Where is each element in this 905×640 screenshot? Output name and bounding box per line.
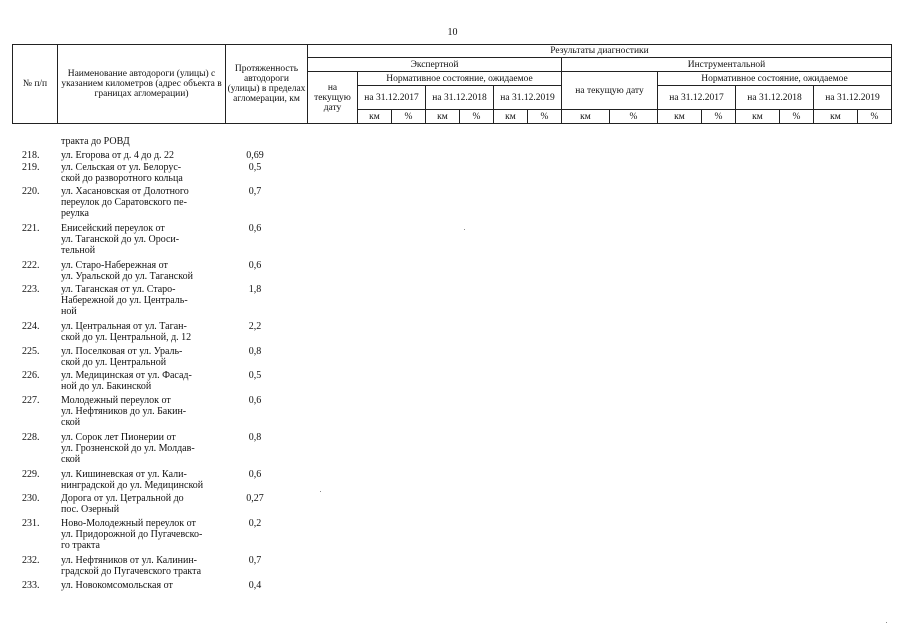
header-expert-current: на текущую дату xyxy=(308,72,358,124)
road-name: ул. Кишиневская от ул. Кали- нинградской до ул. Медицинской xyxy=(61,469,204,491)
header-road-name: Наименование автодороги (улицы) с указанием километров (адрес объекта в границах агломерации) xyxy=(58,45,226,124)
road-length: 0,27 xyxy=(246,493,264,504)
road-length: 0,69 xyxy=(246,150,264,161)
road-length: 0,7 xyxy=(248,186,262,197)
road-name: ул. Сорок лет Пионерии от ул. Грозненской до ул. Молдав- ской xyxy=(61,432,195,465)
road-length: 0,5 xyxy=(248,370,262,381)
header-expert-date-2017: на 31.12.2017 xyxy=(358,86,426,110)
road-length: 0,7 xyxy=(248,555,262,566)
unit-percent: % xyxy=(460,110,494,124)
scan-speck xyxy=(886,622,887,623)
road-name: ул. Новокомсомольская от xyxy=(61,580,173,591)
header-instr-date-2018: на 31.12.2018 xyxy=(736,86,814,110)
row-number: 230. xyxy=(22,493,40,504)
row-number: 221. xyxy=(22,223,40,234)
road-length: 0,6 xyxy=(248,395,262,406)
road-length: 0,8 xyxy=(248,432,262,443)
unit-km: км xyxy=(426,110,460,124)
header-results: Результаты диагностики xyxy=(308,45,892,58)
road-name: ул. Егорова от д. 4 до д. 22 xyxy=(61,150,175,161)
road-length: 0,2 xyxy=(248,518,262,529)
road-length: 0,6 xyxy=(248,260,262,271)
header-expert-date-2019: на 31.12.2019 xyxy=(494,86,562,110)
road-name: ул. Медицинская от ул. Фасад- ной до ул. Бакинской xyxy=(61,370,192,392)
row-number: 226. xyxy=(22,370,40,381)
road-name: Дорога от ул. Цетральной до пос. Озерный xyxy=(61,493,184,515)
row-number: 231. xyxy=(22,518,40,529)
road-length: 0,6 xyxy=(248,223,262,234)
unit-percent: % xyxy=(528,110,562,124)
scan-speck xyxy=(464,229,465,230)
row-number: 228. xyxy=(22,432,40,443)
unit-km: км xyxy=(358,110,392,124)
road-name: Ново-Молодежный переулок от ул. Придорожной до Пугачевско- го тракта xyxy=(61,518,203,551)
road-name: ул. Поселковая от ул. Ураль- ской до ул. Центральной xyxy=(61,346,183,368)
road-length: 0,8 xyxy=(248,346,262,357)
unit-percent: % xyxy=(702,110,736,124)
road-name: ул. Центральная от ул. Таган- ской до ул. Центральной, д. 12 xyxy=(61,321,192,343)
road-name: ул. Сельская от ул. Белорус- ской до разворотного кольца xyxy=(61,162,183,184)
header-expert: Экспертной xyxy=(308,58,562,72)
road-name: ул. Хасановская от Долотного переулок до Саратовского пе- реулка xyxy=(61,186,189,219)
road-length: 0,6 xyxy=(248,469,262,480)
row-number: 227. xyxy=(22,395,40,406)
row-number: 233. xyxy=(22,580,40,591)
road-length: 0,5 xyxy=(248,162,262,173)
row-number: 218. xyxy=(22,150,40,161)
road-name: Енисейский переулок от ул. Таганской до ул. Ороси- тельной xyxy=(61,223,180,256)
unit-km: км xyxy=(494,110,528,124)
unit-km: км xyxy=(814,110,858,124)
road-name: ул. Нефтяников от ул. Калинин- градской до Пугачевского тракта xyxy=(61,555,202,577)
row-number: 222. xyxy=(22,260,40,271)
header-instr-current: на текущую дату xyxy=(562,72,658,110)
unit-km: км xyxy=(736,110,780,124)
row-number: 229. xyxy=(22,469,40,480)
page-number: 10 xyxy=(447,27,458,38)
row-number: 219. xyxy=(22,162,40,173)
row-number: 232. xyxy=(22,555,40,566)
road-length: 0,4 xyxy=(248,580,262,591)
row-number: 225. xyxy=(22,346,40,357)
unit-percent: % xyxy=(610,110,658,124)
header-instr-date-2017: на 31.12.2017 xyxy=(658,86,736,110)
road-name: ул. Таганская от ул. Старо- Набережной до ул. Централь- ной xyxy=(61,284,188,317)
road-name: Молодежный переулок от ул. Нефтяников до ул. Бакин- ской xyxy=(61,395,187,428)
road-length: 1,8 xyxy=(248,284,262,295)
header-instr-normative: Нормативное состояние, ожидаемое xyxy=(658,72,892,86)
row-number: 224. xyxy=(22,321,40,332)
unit-percent: % xyxy=(780,110,814,124)
header-expert-date-2018: на 31.12.2018 xyxy=(426,86,494,110)
header-instr-date-2019: на 31.12.2019 xyxy=(814,86,892,110)
header-length: Протяженность автодороги (улицы) в пределах агломерации, км xyxy=(226,45,308,124)
unit-percent: % xyxy=(392,110,426,124)
road-name: тракта до РОВД xyxy=(61,136,130,147)
header-instrumental: Инструментальной xyxy=(562,58,892,72)
row-number: 220. xyxy=(22,186,40,197)
header-expert-normative: Нормативное состояние, ожидаемое xyxy=(358,72,562,86)
row-number: 223. xyxy=(22,284,40,295)
scan-speck xyxy=(320,491,321,492)
unit-km: км xyxy=(562,110,610,124)
road-length: 2,2 xyxy=(248,321,262,332)
road-name: ул. Старо-Набережная от ул. Уральской до ул. Таганской xyxy=(61,260,193,282)
unit-km: км xyxy=(658,110,702,124)
unit-percent: % xyxy=(858,110,892,124)
header-number: № п/п xyxy=(13,45,58,124)
